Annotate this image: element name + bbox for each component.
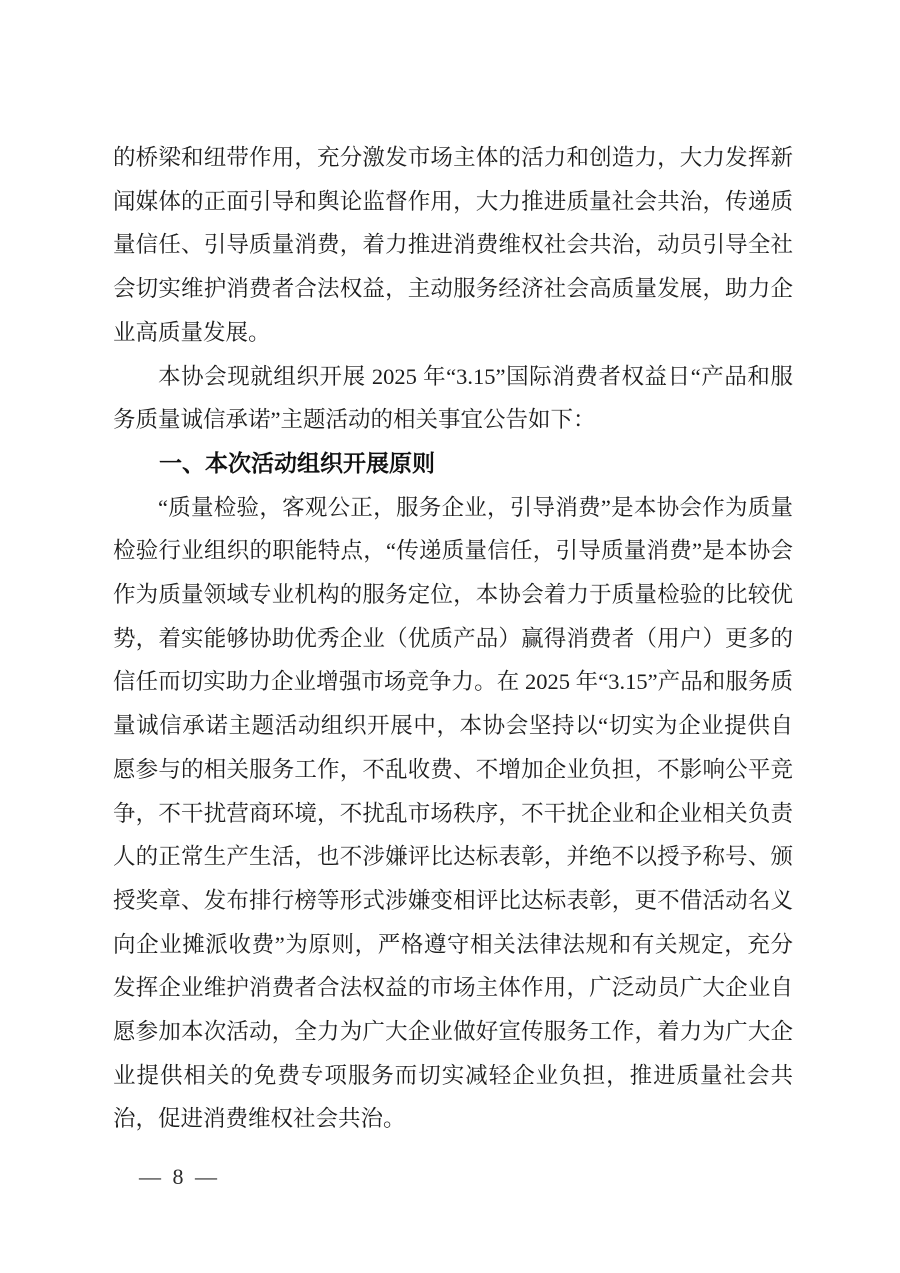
paragraph-bridge-role: 的桥梁和纽带作用，充分激发市场主体的活力和创造力，大力发挥新闻媒体的正面引导和舆论监督作用，大力推进质量社会共治，传递质量信任、引导质量消费，着力推进消费维权社会共治，动员引导全社会切实维护消费者合法权益，主动服务经济社会高质量发展，助力企业高质量发展。 (113, 145, 793, 345)
page-number: — 8 — (139, 1164, 220, 1190)
paragraph-activity-principles: “质量检验，客观公正，服务企业，引导消费”是本协会作为质量检验行业组织的职能特点，“传递质量信任，引导质量消费”是本协会作为质量领域专业机构的服务定位，本协会着力于质量检验的比较优势，着实能够协助优秀企业（优质产品）赢得消费者（用户）更多的信任而切实助力企业增强市场竞争力。在 2025 年“3.15”产品和服务质量诚信承诺主题活动组织开展中，本协会坚持以“切实为企业提供自愿参与的相关服务工作，不乱收费、不增加企业负担，不影响公平竞争，不干扰营商环境，不扰乱市场秩序，不干扰企业和企业相关负责人的正常生产生活，也不涉嫌评比达标表彰，并绝不以授予称号、颁授奖章、发布排行榜等形式涉嫌变相评比达标表彰，更不借活动名义向企业摊派收费”为原则，严格遵守相关法律法规和有关规定，充分发挥企业维护消费者合法权益的市场主体作用，广泛动员广大企业自愿参加本次活动，全力为广大企业做好宣传服务工作，着力为广大企业提供相关的免费专项服务而切实减轻企业负担，推进质量社会共治，促进消费维权社会共治。 (113, 494, 793, 1132)
section-1-heading: 一、本次活动组织开展原则 (159, 449, 435, 476)
paragraph-announcement-intro: 本协会现就组织开展 2025 年“3.15”国际消费者权益日“产品和服务质量诚信承诺”主题活动的相关事宜公告如下： (113, 363, 793, 433)
